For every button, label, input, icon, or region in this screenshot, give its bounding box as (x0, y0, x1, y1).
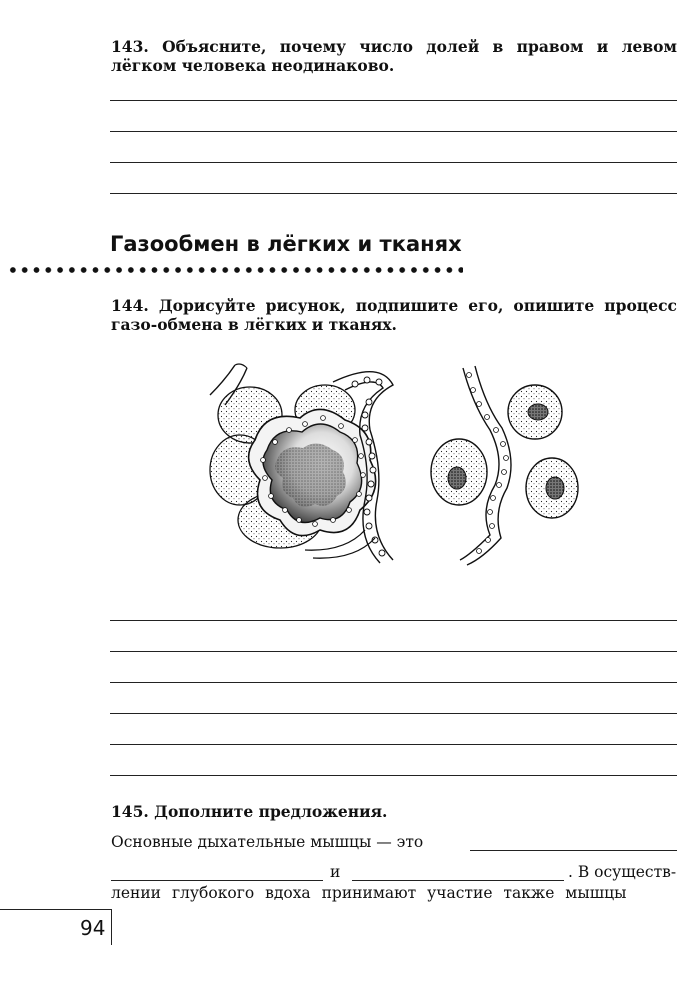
question-143-text: Объясните, почему число долей в правом и левом лёгком человека неодинаково. (111, 37, 677, 75)
answer-line-144-4[interactable] (110, 713, 677, 714)
question-145-number: 145. (111, 802, 149, 821)
answer-line-143-3[interactable] (110, 162, 677, 163)
q145-line-1-text: Основные дыхательные мышцы — это (111, 833, 424, 851)
tissue-cells-drawing (431, 366, 578, 565)
page-number: 94 (80, 916, 106, 940)
question-143 (111, 37, 677, 75)
gas-exchange-figure (205, 360, 595, 574)
question-144 (111, 296, 677, 334)
blank-1[interactable] (470, 850, 677, 851)
answer-line-143-2[interactable] (110, 131, 677, 132)
question-144-number: 144. (111, 296, 149, 315)
page-number-rule-horizontal (0, 909, 112, 910)
question-145-title: Дополните предложения. (154, 802, 388, 821)
answer-line-144-6[interactable] (110, 775, 677, 776)
alveolus-drawing (210, 364, 393, 563)
answer-line-144-5[interactable] (110, 744, 677, 745)
section-title: Газообмен в лёгких и тканях (110, 232, 462, 256)
answer-line-144-1[interactable] (110, 620, 677, 621)
q145-line-2-end: . В осуществ- (568, 863, 677, 881)
answer-line-143-1[interactable] (110, 100, 677, 101)
answer-line-143-4[interactable] (110, 193, 677, 194)
question-143-number: 143. (111, 37, 149, 56)
blank-3[interactable] (352, 880, 564, 881)
blank-2[interactable] (111, 880, 323, 881)
question-144-text: Дорисуйте рисунок, подпишите его, опишите процесс газо-обмена в лёгких и тканях. (111, 296, 677, 334)
dotted-divider (7, 266, 463, 274)
answer-line-144-3[interactable] (110, 682, 677, 683)
q145-line-2-and: и (330, 863, 341, 881)
page-number-rule-vertical (111, 909, 112, 945)
question-145 (111, 802, 677, 821)
answer-line-144-2[interactable] (110, 651, 677, 652)
q145-line-3-text: лении глубокого вдоха принимают участие также мышцы (111, 884, 627, 902)
